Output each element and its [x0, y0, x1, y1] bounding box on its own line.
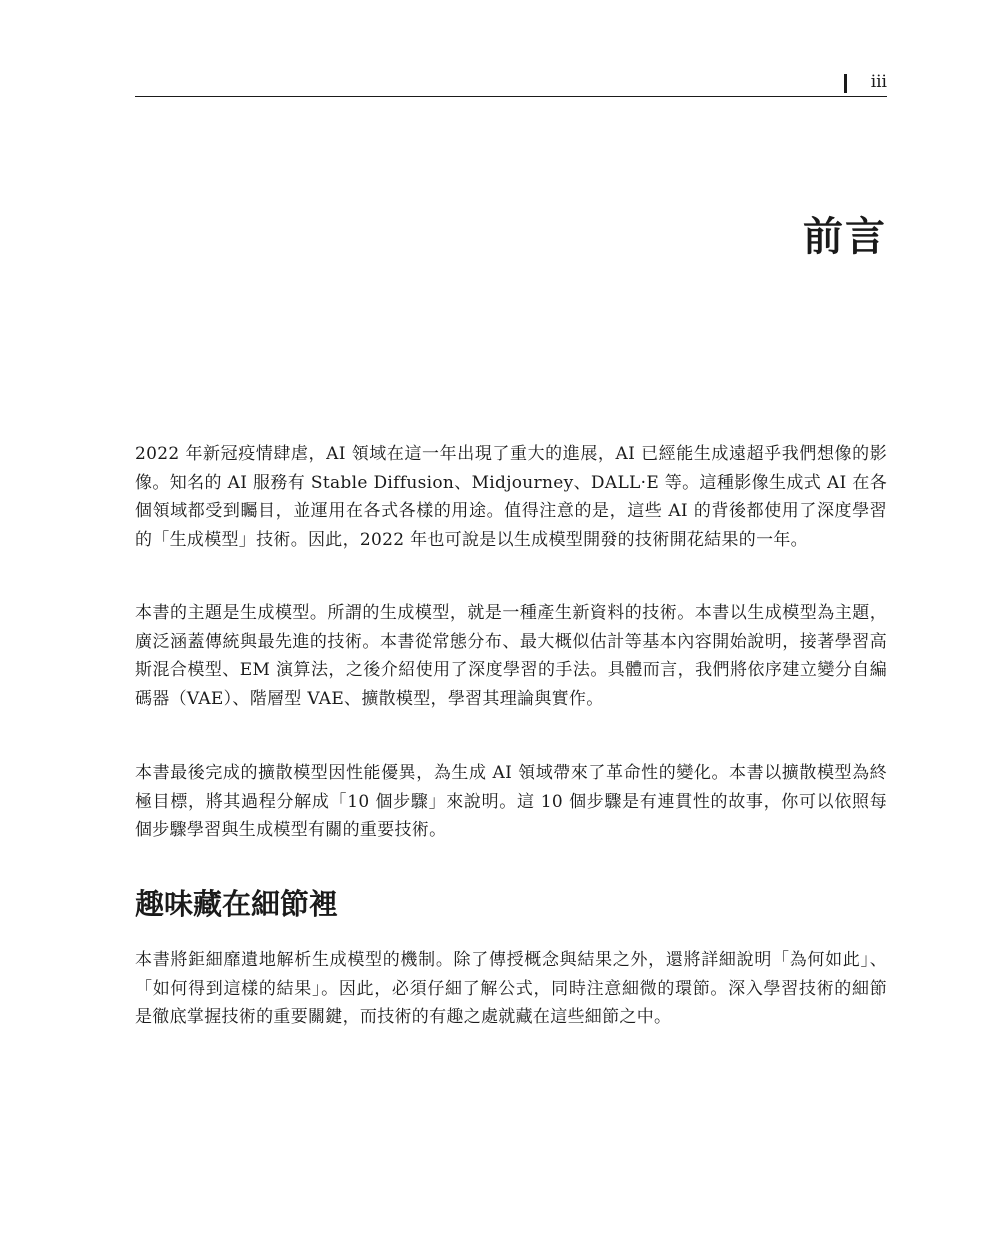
header-marker-bar [844, 74, 847, 93]
section-paragraph: 本書將鉅細靡遺地解析生成模型的機制。除了傳授概念與結果之外，還將詳細說明「為何如此」、「如何得到這樣的結果」。因此，必須仔細了解公式，同時注意細微的環節。深入學習技術的細節是徹底掌握技術的重要關鍵，而技術的有趣之處就藏在這些細節之中。 [135, 950, 887, 1027]
section-heading: 趣味藏在細節裡 [135, 887, 339, 921]
body-paragraph-2: 本書的主題是生成模型。所謂的生成模型，就是一種產生新資料的技術。本書以生成模型為主題，廣泛涵蓋傳統與最先進的技術。本書從常態分布、最大概似估計等基本內容開始說明，接著學習高斯混合模型、EM 演算法，之後介紹使用了深度學習的手法。具體而言，我們將依序建立變分自編碼器（VAE）、階層型 VAE、擴散模型，學習其理論與實作。 [135, 603, 887, 709]
chapter-title: 前言 [803, 214, 887, 260]
body-paragraph-1: 2022 年新冠疫情肆虐，AI 領域在這一年出現了重大的進展，AI 已經能生成遠超乎我們想像的影像。知名的 AI 服務有 Stable Diffusion、Midjourney、DALL·E 等。這種影像生成式 AI 在各個領域都受到矚目，並運用在各式各樣的用途。值得注意的是，這些 AI 的背後都使用了深度學習的「生成模型」技術。因此，2022 年也可說是以生成模型開發的技術開花結果的一年。 [135, 444, 887, 550]
page-header [135, 68, 887, 97]
body-paragraph-3: 本書最後完成的擴散模型因性能優異，為生成 AI 領域帶來了革命性的變化。本書以擴散模型為終極目標，將其過程分解成「10 個步驟」來說明。這 10 個步驟是有連貫性的故事，你可以依照每個步驟學習與生成模型有關的重要技術。 [135, 763, 887, 840]
page-number: iii [870, 72, 887, 92]
